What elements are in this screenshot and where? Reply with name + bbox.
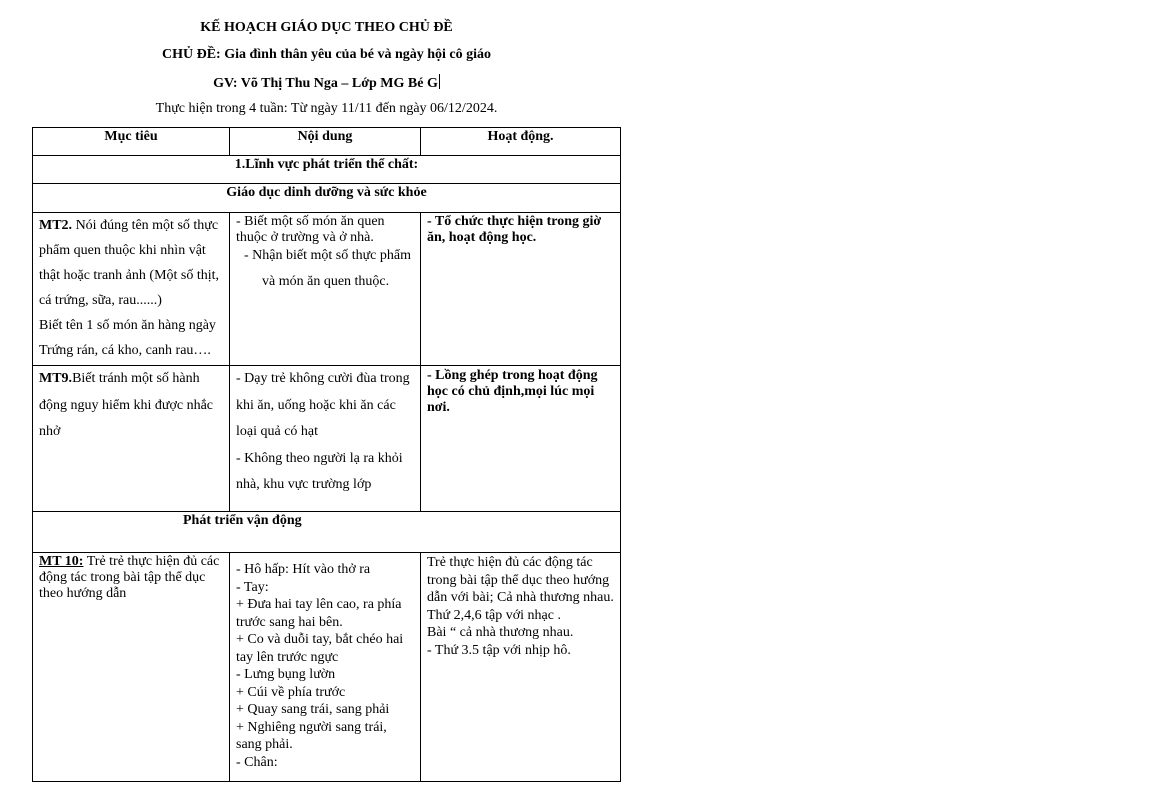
teacher-text: Võ Thị Thu Nga – Lớp MG Bé G xyxy=(240,76,438,91)
topic-text: Gia đình thân yêu của bé và ngày hội cô giáo xyxy=(224,47,492,62)
teacher-label: GV: xyxy=(213,76,238,91)
goal-cell: MT 10: Trẻ trẻ thực hiện đủ các động tác trong bài tập thể dục theo hướng dẫn xyxy=(33,553,230,782)
col-header-activity: Hoạt động. xyxy=(421,128,621,156)
table-row xyxy=(33,553,621,782)
activity-cell: - Lồng ghép trong hoạt động học có chủ định,mọi lúc mọi nơi. xyxy=(421,366,621,512)
topic-line xyxy=(33,47,620,63)
section-row xyxy=(33,156,621,184)
goal-code: MT2. xyxy=(39,218,73,233)
table-row xyxy=(33,213,621,366)
activity-cell: Trẻ thực hiện đủ các động tác trong bài tập thể dục theo hướng dẫn với bài; Cả nhà thương nhau. Thứ 2,4,6 tập với nhạc . Bài “ cả nhà thương nhau. - Thứ 3.5 tập với nhịp hô. xyxy=(421,553,621,782)
teacher-line xyxy=(33,74,620,92)
content-cell: - Dạy trẻ không cười đùa trong khi ăn, uống hoặc khi ăn các loại quả có hạt - Không theo người lạ ra khỏi nhà, khu vực trường lớp xyxy=(230,366,421,512)
col-header-content: Nội dung xyxy=(230,128,421,156)
goal-code: MT 10: xyxy=(39,554,84,569)
subsection-heading: Giáo dục dinh dưỡng và sức khỏe xyxy=(33,184,621,213)
subsection-row xyxy=(33,184,621,213)
goal-code: MT9. xyxy=(39,371,73,386)
activity-cell: - Tổ chức thực hiện trong giờ ăn, hoạt động học. xyxy=(421,213,621,366)
content-cell: - Biết một số món ăn quen thuộc ở trường và ở nhà. - Nhận biết một số thực phẩm và món ăn quen thuộc. xyxy=(230,213,421,366)
goal-cell: MT9.Biết tránh một số hành động nguy hiểm khi được nhắc nhở xyxy=(33,366,230,512)
content-cell: - Hô hấp: Hít vào thở ra - Tay: + Đưa hai tay lên cao, ra phía trước sang hai bên. + Co và duỗi tay, bắt chéo hai tay lên trước ngực - Lưng bụng lườn + Cúi về phía trước + Quay sang trái, sang phải + Nghiêng người sang trái, sang phải. - Chân: xyxy=(230,553,421,782)
plan-table xyxy=(32,127,621,782)
duration-line: Thực hiện trong 4 tuần: Từ ngày 11/11 đến ngày 06/12/2024. xyxy=(155,101,498,116)
goal-cell: MT2. Nói đúng tên một số thực phẩm quen thuộc khi nhìn vật thật hoặc tranh ảnh (Một số thịt, cá trứng, sữa, rau......) Biết tên 1 số món ăn hàng ngày Trứng rán, cá kho, canh rau…. xyxy=(33,213,230,366)
document-title: KẾ HOẠCH GIÁO DỤC THEO CHỦ ĐỀ xyxy=(200,20,453,35)
section-heading: 1.Lĩnh vực phát triển thể chất: xyxy=(33,156,621,184)
table-header-row xyxy=(33,128,621,156)
table-row xyxy=(33,366,621,512)
topic-label: CHỦ ĐỀ: xyxy=(161,47,221,62)
subsection-heading: Phát triển vận động xyxy=(33,512,621,553)
text-cursor xyxy=(439,74,440,89)
subsection-row xyxy=(33,512,621,553)
col-header-goal: Mục tiêu xyxy=(33,128,230,156)
